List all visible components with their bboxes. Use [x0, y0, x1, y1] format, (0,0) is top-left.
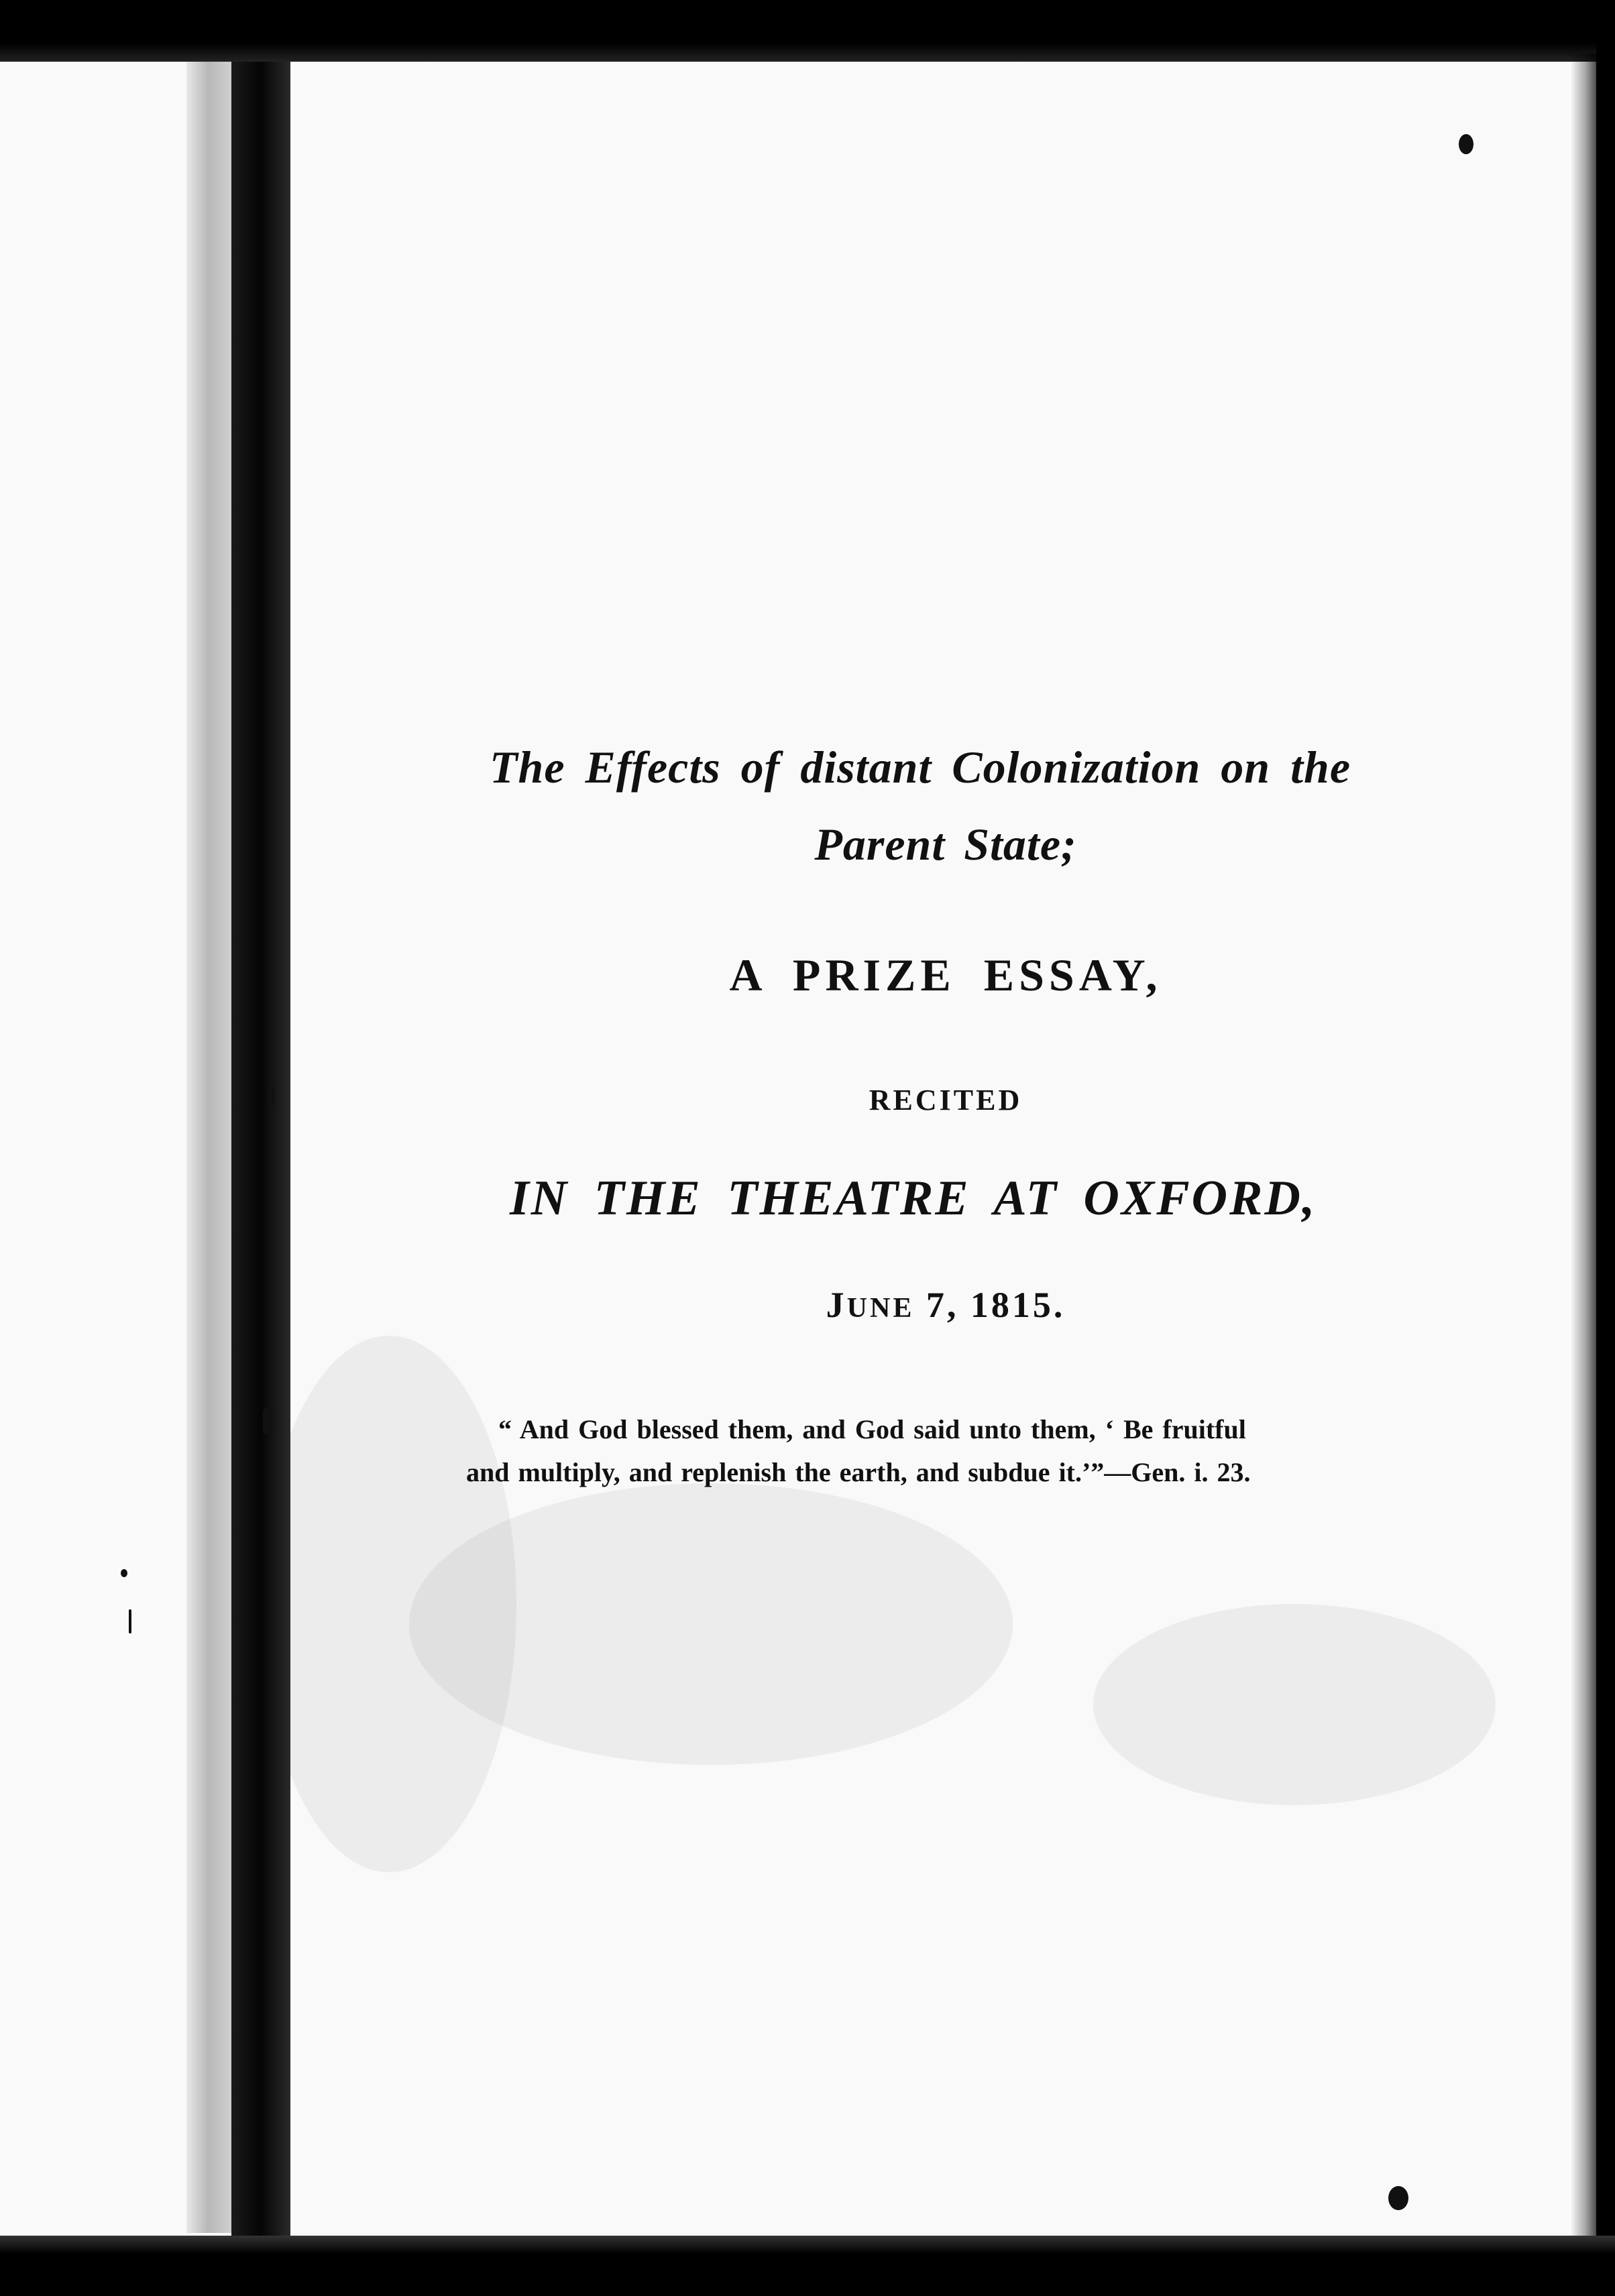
- ink-speck: [263, 1408, 272, 1435]
- ink-speck: [268, 1086, 275, 1106]
- epigraph-quote: [466, 1408, 1405, 1494]
- essay-title-line2: Parent State;: [814, 819, 1077, 870]
- paper-stain: [1093, 1604, 1496, 1805]
- facing-page-strip: [0, 0, 201, 2296]
- date-rest: 7, 1815.: [914, 1285, 1066, 1325]
- scan-border-bottom: [0, 2236, 1615, 2296]
- essay-title-line1: The Effects of distant Colonization on the: [490, 742, 1351, 793]
- binding-gutter: [231, 40, 290, 2253]
- date-initial: J: [826, 1285, 847, 1325]
- venue-line: IN THE THEATRE AT OXFORD,: [510, 1171, 1317, 1226]
- title-page: [288, 62, 1569, 2234]
- scan-border-right: [1596, 0, 1615, 2296]
- ink-speck: [1459, 134, 1473, 154]
- date-small-caps: UNE: [846, 1293, 915, 1324]
- essay-subtitle: A PRIZE ESSAY,: [729, 950, 1162, 1000]
- ink-speck: [129, 1609, 131, 1633]
- ink-speck: [121, 1569, 127, 1577]
- scan-border-top: [0, 0, 1615, 62]
- recital-date: [469, 1284, 1422, 1326]
- page-edge-shadow: [1569, 54, 1596, 2266]
- epigraph-line: “ And God blessed them, and God said unto them, ‘ Be fruitful: [498, 1414, 1246, 1444]
- ink-speck: [1388, 2186, 1408, 2210]
- epigraph-line: and multiply, and replenish the earth, and subdue it.’”—Gen. i. 23.: [466, 1457, 1251, 1487]
- recited-label: RECITED: [869, 1084, 1023, 1116]
